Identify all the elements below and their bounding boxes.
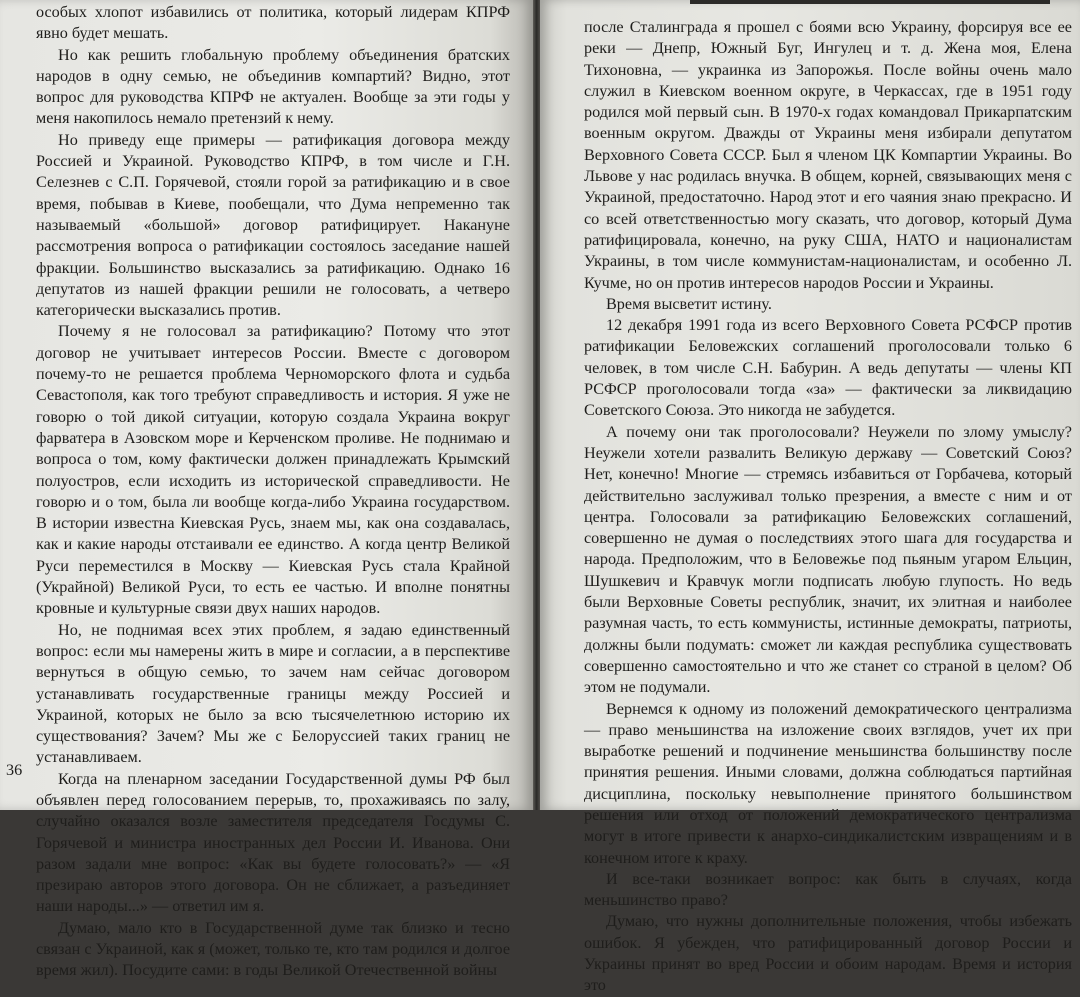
left-page <box>0 0 533 980</box>
right-page-text <box>584 17 1072 997</box>
right-page <box>540 0 1080 995</box>
paragraph: Вернемся к одному из положений демократического централизма — право меньшинства на изложение своих взглядов, учет их при выработке решений и подчинение меньшинства большинству после принятия решения. Иными словами, должна соблюдаться партийная дисциплина, поскольку невыполнение принятого большинством решения или отход от положений демократического централизма могут в итоге привести к анархо-синдикалистским извращениям и в конечном итоге к краху. <box>584 699 1072 867</box>
left-page-text <box>36 2 510 982</box>
paragraph: Думаю, что нужны дополнительные положения, чтобы избежать ошибок. Я убежден, что ратифицированный договор России и Украины принят во вред России и обоим народам. Время и история это <box>584 912 1072 995</box>
paragraph: А почему они так проголосовали? Неужели по злому умыслу? Неужели хотели развалить Великую державу — Советский Союз? Нет, конечно! Многие — стремясь избавиться от Горбачева, который действительно заслуживал только презрения, а вместе с ним и от центра. Голосовали за ратификацию Беловежских соглашений, совершенно не думая о последствиях этого шага для государства и народа. Предположим, что в Беловежье под пьяным угаром Ельцин, Шушкевич и Кравчук могли подписать любую глупость. Но ведь были Верховные Советы республик, значит, их элитная и наиболее разумная часть, то есть коммунисты, истинные демократы, патриоты, должны были подумать: сможет ли каждая республика существовать совершенно самостоятельно и что же станет со страной в целом? Об этом не подумали. <box>584 422 1072 697</box>
book-gutter <box>533 0 540 810</box>
paragraph: Когда на пленарном заседании Государственной думы РФ был объявлен перед голосованием перерыв, то, прохаживаясь по залу, случайно оказался возле заместителя председателя Госдумы С. Горячевой и министра иностранных дел России И. Иванова. Они разом задали мне вопрос: «Как вы будете голосовать?» — «Я презираю авторов этого договора. Он не сближает, а разъединяет наши народы...» — ответил им я. <box>36 769 510 916</box>
paragraph: Думаю, мало кто в Государственной думе так близко и тесно связан с Украиной, как я (может, только те, кто там родился и долгое время жил). Посудите сами: в годы Великой Отечественной войны <box>36 918 510 980</box>
paragraph: 12 декабря 1991 года из всего Верховного Совета РСФСР против ратификации Беловежских соглашений проголосовали только 6 человек, в том числе С.Н. Бабурин. А ведь депутаты — члены КП РСФСР проголосовали тогда «за» — фактически за ликвидацию Советского Союза. Это никогда не забудется. <box>584 316 1072 420</box>
paragraph: Но, не поднимая всех этих проблем, я задаю единственный вопрос: если мы намерены жить в мире и согласии, а в перспективе вернуться в общую семью, то зачем нам сейчас договором устанавливать государственные границы между Россией и Украиной, которых не было за всю тысячелетнюю историю их существования? Зачем? Мы же с Белоруссией таких границ не устанавливаем. <box>36 620 510 767</box>
header-rule <box>690 0 1050 4</box>
paragraph: Время высветит истину. <box>606 294 772 313</box>
paragraph: особых хлопот избавились от политика, который лидерам КПРФ явно будет мешать. <box>36 3 510 43</box>
paragraph: Почему я не голосовал за ратификацию? Потому что этот договор не учитывает интересов России. Вместе с договором почему-то не решается проблема Черноморского флота и судьба Севастополя, как того требуют справедливость и история. Я уже не говорю о той дикой ситуации, которую создала Украина вокруг фарватера в Азовском море и Керченском проливе. Не поднимаю и вопроса о том, кому фактически должен принадлежать Крымский полуостров, если исходить из исторической справедливости. Не говорю и о том, была ли вообще когда-либо Украина государством. В истории известна Киевская Русь, знаем мы, как она создавалась, как и какие народы отстаивали ее единство. А когда центр Великой Руси переместился в Москву — Киевская Русь стала Крайной (Украйной) Великой Руси, то есть ее частью. И вполне понятны кровные и культурные связи двух наших народов. <box>36 322 510 618</box>
page-number: 36 <box>6 761 23 779</box>
paragraph: Но как решить глобальную проблему объединения братских народов в одну семью, не объединив компартий? Видно, этот вопрос для руководства КПРФ не актуален. Вообще за эти годы у меня накопилось немало претензий к нему. <box>36 45 510 128</box>
paragraph: И все-таки возникает вопрос: как быть в случаях, когда меньшинство право? <box>584 869 1072 910</box>
paragraph: после Сталинграда я прошел с боями всю Украину, форсируя все ее реки — Днепр, Южный Буг, Ингулец и т. д. Жена моя, Елена Тихоновна, — украинка из Запорожья. После войны очень мало служил в Киевском военном округе, в Черкассах, где в 1951 году родился мой первый сын. В 1970-х годах командовал Прикарпатским военным округом. Дважды от Украины меня избирали депутатом Верховного Совета СССР. Был я членом ЦК Компартии Украины. Во Львове у нас родилась внучка. В общем, корней, связывающих меня с Украиной, предостаточно. Народ этот и его чаяния знаю прекрасно. И со всей ответственностью могу сказать, что договор, который Дума ратифицировала, конечно, на руку США, НАТО и националистам Украины, в том числе коммунистам-националистам, и особенно Л. Кучме, но он против интересов народов России и Украины. <box>584 18 1072 292</box>
paragraph: Но приведу еще примеры — ратификация договора между Россией и Украиной. Руководство КПРФ, в том числе и Г.Н. Селезнев с С.П. Горячевой, стояли горой за ратификацию и в свое время, побывав в Киеве, пообещали, что Дума непременно так называемый «большой» договор ратифицирует. Накануне рассмотрения вопроса о ратификации состоялось заседание нашей фракции. Большинство высказались за ратификацию. Однако 16 депутатов из нашей фракции решили не голосовать, а четверо категорически высказались против. <box>36 130 510 320</box>
